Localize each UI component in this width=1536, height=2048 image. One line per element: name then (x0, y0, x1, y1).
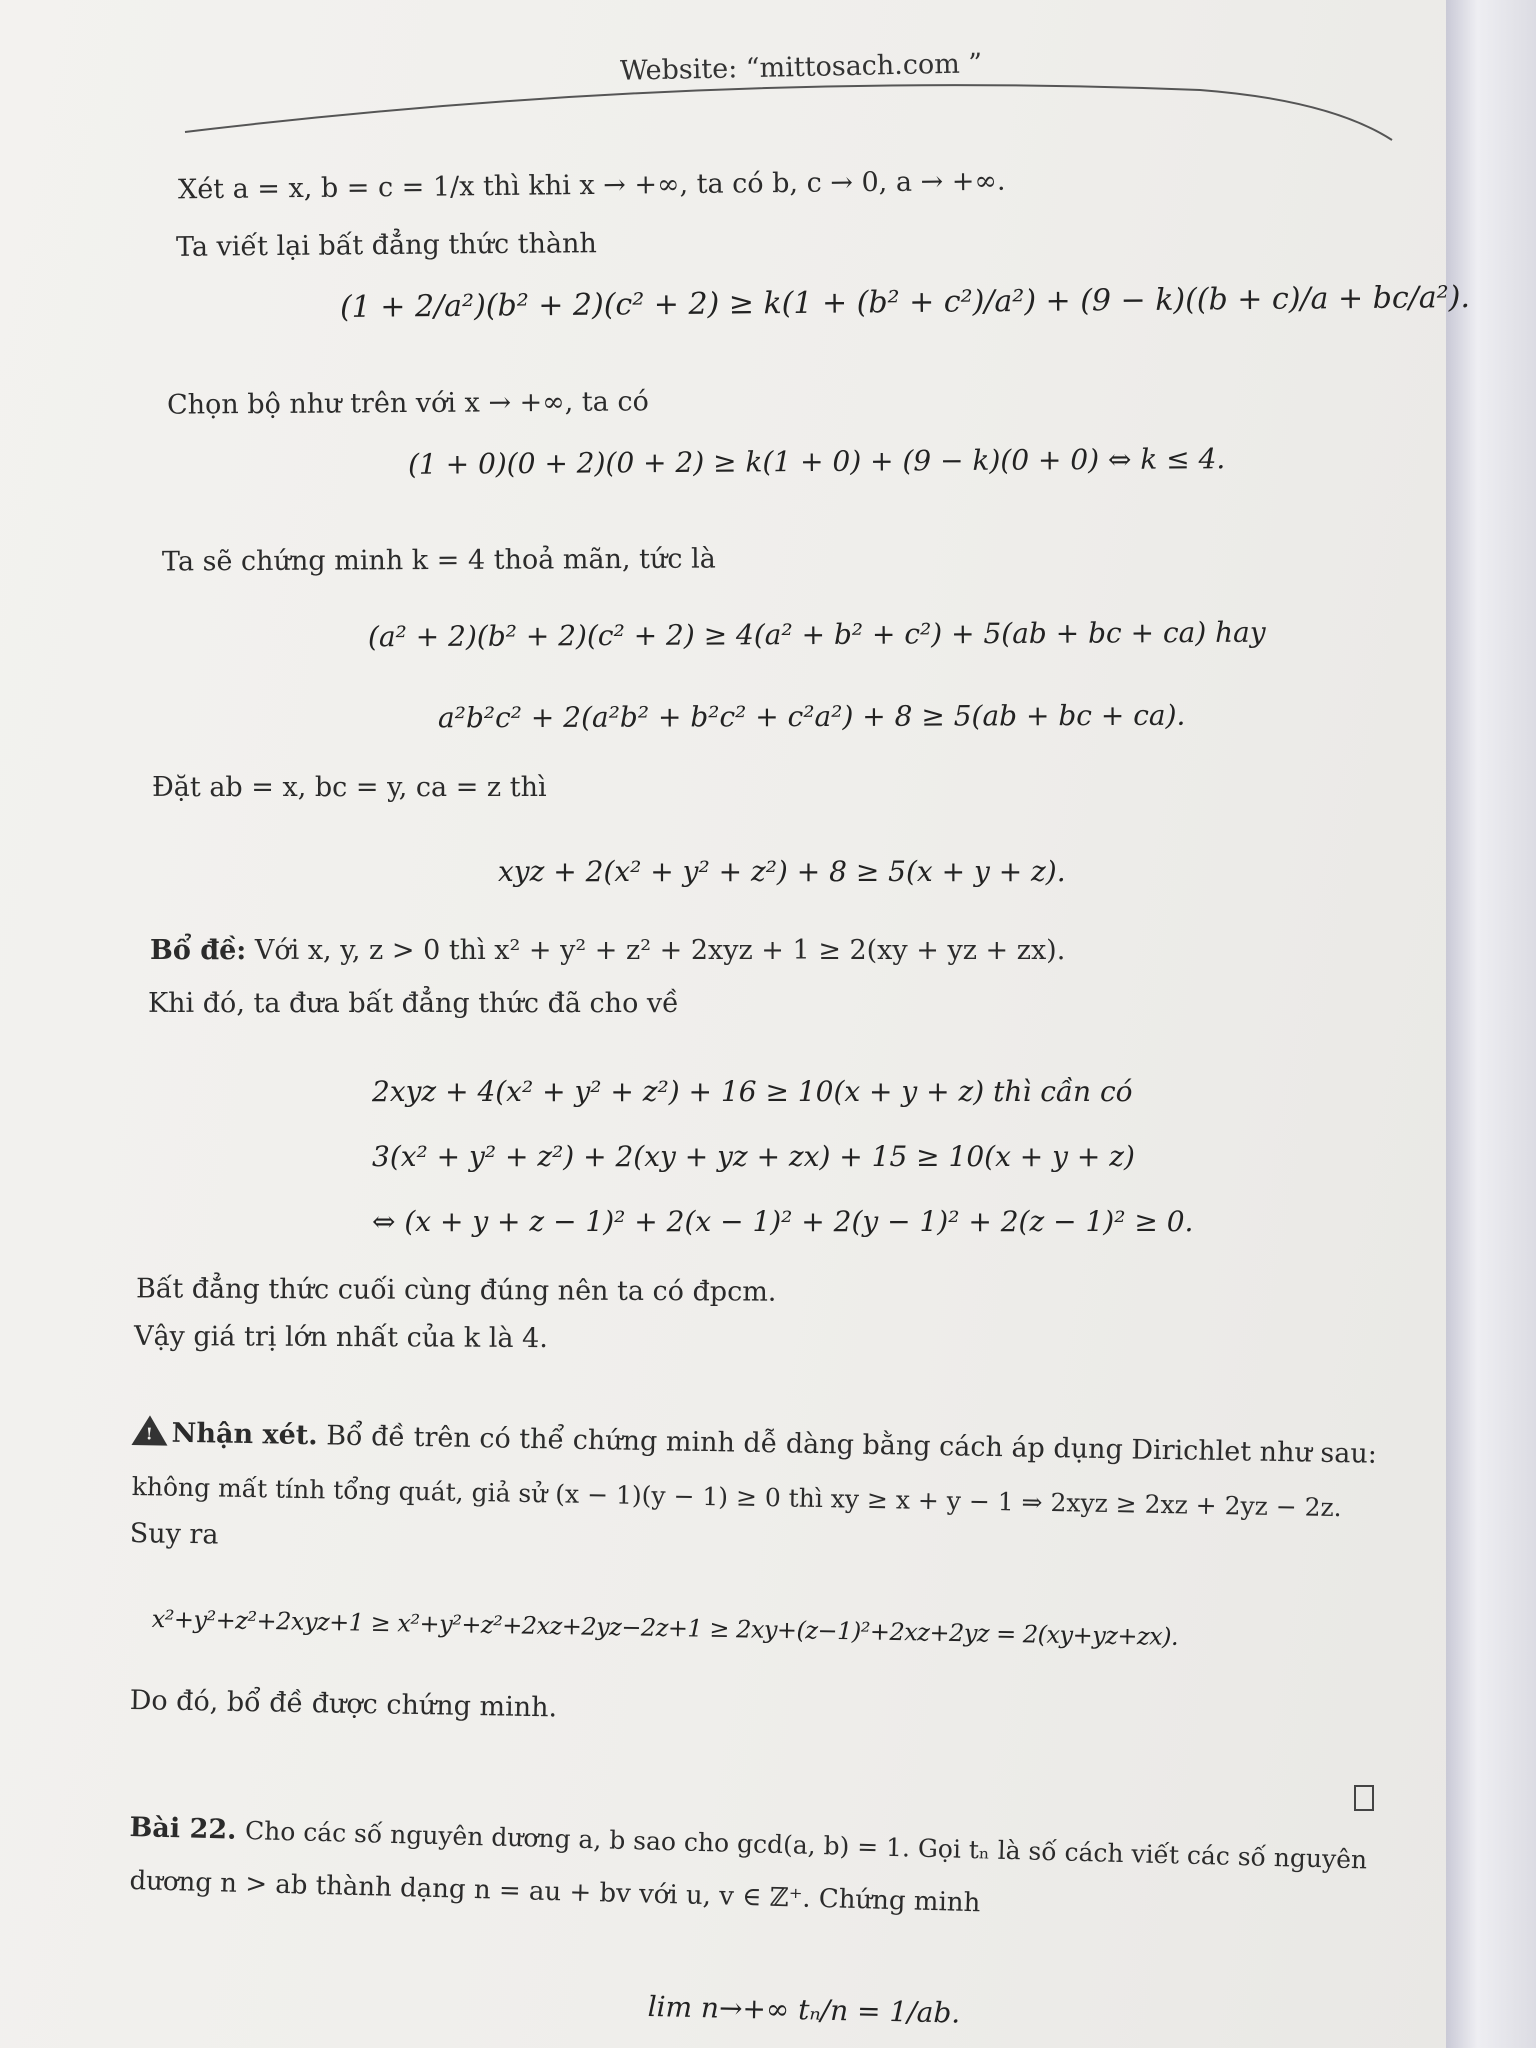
line-3: Chọn bộ như trên với x → +∞, ta có (166, 386, 649, 421)
equation-7: 3(x² + y² + z²) + 2(xy + yz + zx) + 15 ≥ 10(x + y + z) (372, 1140, 1135, 1173)
problem-text-1: Cho các số nguyên dương a, b sao cho gcd(a, b) = 1. Gọi tₙ là số cách viết các số nguyên (244, 1816, 1368, 1875)
remark-label: Nhận xét. (171, 1417, 318, 1452)
line-7: Bất đẳng thức cuối cùng đúng nên ta có đpcm. (135, 1273, 777, 1308)
problem-line-2: dương n > ab thành dạng n = au + bv với u, v ∈ ℤ⁺. Chứng minh (129, 1866, 981, 1919)
remark-line-3: Suy ra (129, 1518, 219, 1551)
equation-8: ⇔ (x + y + z − 1)² + 2(x − 1)² + 2(y − 1)² + 2(z − 1)² ≥ 0. (372, 1205, 1194, 1238)
line-4: Ta sẽ chứng minh k = 4 thoả mãn, tức là (161, 543, 716, 578)
page-header: Website: “mittosach.com ” (619, 48, 983, 87)
line-2: Ta viết lại bất đẳng thức thành (175, 228, 597, 263)
problem-label: Bài 22. (129, 1812, 237, 1846)
warning-triangle-icon (131, 1415, 168, 1446)
remark-line-2: không mất tính tổng quát, giả sử (x − 1)(y − 1) ≥ 0 thì xy ≥ x + y − 1 ⇒ 2xyz ≥ 2xz + 2yz − 2z. (131, 1472, 1342, 1523)
equation-2: (1 + 0)(0 + 2)(0 + 2) ≥ k(1 + 0) + (9 − k)(0 + 0) ⇔ k ≤ 4. (407, 442, 1226, 481)
qed-square-icon (1354, 1785, 1374, 1811)
equation-10: lim n→+∞ tₙ/n = 1/ab. (647, 1990, 961, 2030)
equation-4: a²b²c² + 2(a²b² + b²c² + c²a²) + 8 ≥ 5(ab + bc + ca). (437, 698, 1186, 735)
equation-5: xyz + 2(x² + y² + z²) + 8 ≥ 5(x + y + z). (498, 855, 1066, 888)
line-1: Xét a = x, b = c = 1/x thì khi x → +∞, ta có b, c → 0, a → +∞. (177, 165, 1006, 206)
equation-3: (a² + 2)(b² + 2)(c² + 2) ≥ 4(a² + b² + c²) + 5(ab + bc + ca) hay (367, 615, 1266, 654)
line-5: Đặt ab = x, bc = y, ca = z thì (152, 772, 547, 803)
line-9: Do đó, bổ đề được chứng minh. (129, 1685, 558, 1724)
line-8: Vậy giá trị lớn nhất của k là 4. (133, 1320, 548, 1355)
equation-6: 2xyz + 4(x² + y² + z²) + 16 ≥ 10(x + y + z) thì cần có (372, 1075, 1133, 1108)
equation-9: x²+y²+z²+2xyz+1 ≥ x²+y²+z²+2xz+2yz−2z+1 ≥ 2xy+(z−1)²+2xz+2yz = 2(xy+yz+zx). (151, 1605, 1179, 1651)
remark-text-1: Bổ đề trên có thể chứng minh dễ dàng bằng cách áp dụng Dirichlet như sau: (325, 1420, 1378, 1470)
lemma-text: Với x, y, z > 0 thì x² + y² + z² + 2xyz + 1 ≥ 2(xy + yz + zx). (254, 935, 1066, 966)
line-6: Khi đó, ta đưa bất đẳng thức đã cho về (148, 988, 679, 1019)
equation-1: (1 + 2/a²)(b² + 2)(c² + 2) ≥ k(1 + (b² + c²)/a²) + (9 − k)((b + c)/a + bc/a²). (339, 280, 1471, 325)
lemma-label: Bổ đề: (150, 935, 247, 966)
lemma-line (150, 935, 1065, 966)
